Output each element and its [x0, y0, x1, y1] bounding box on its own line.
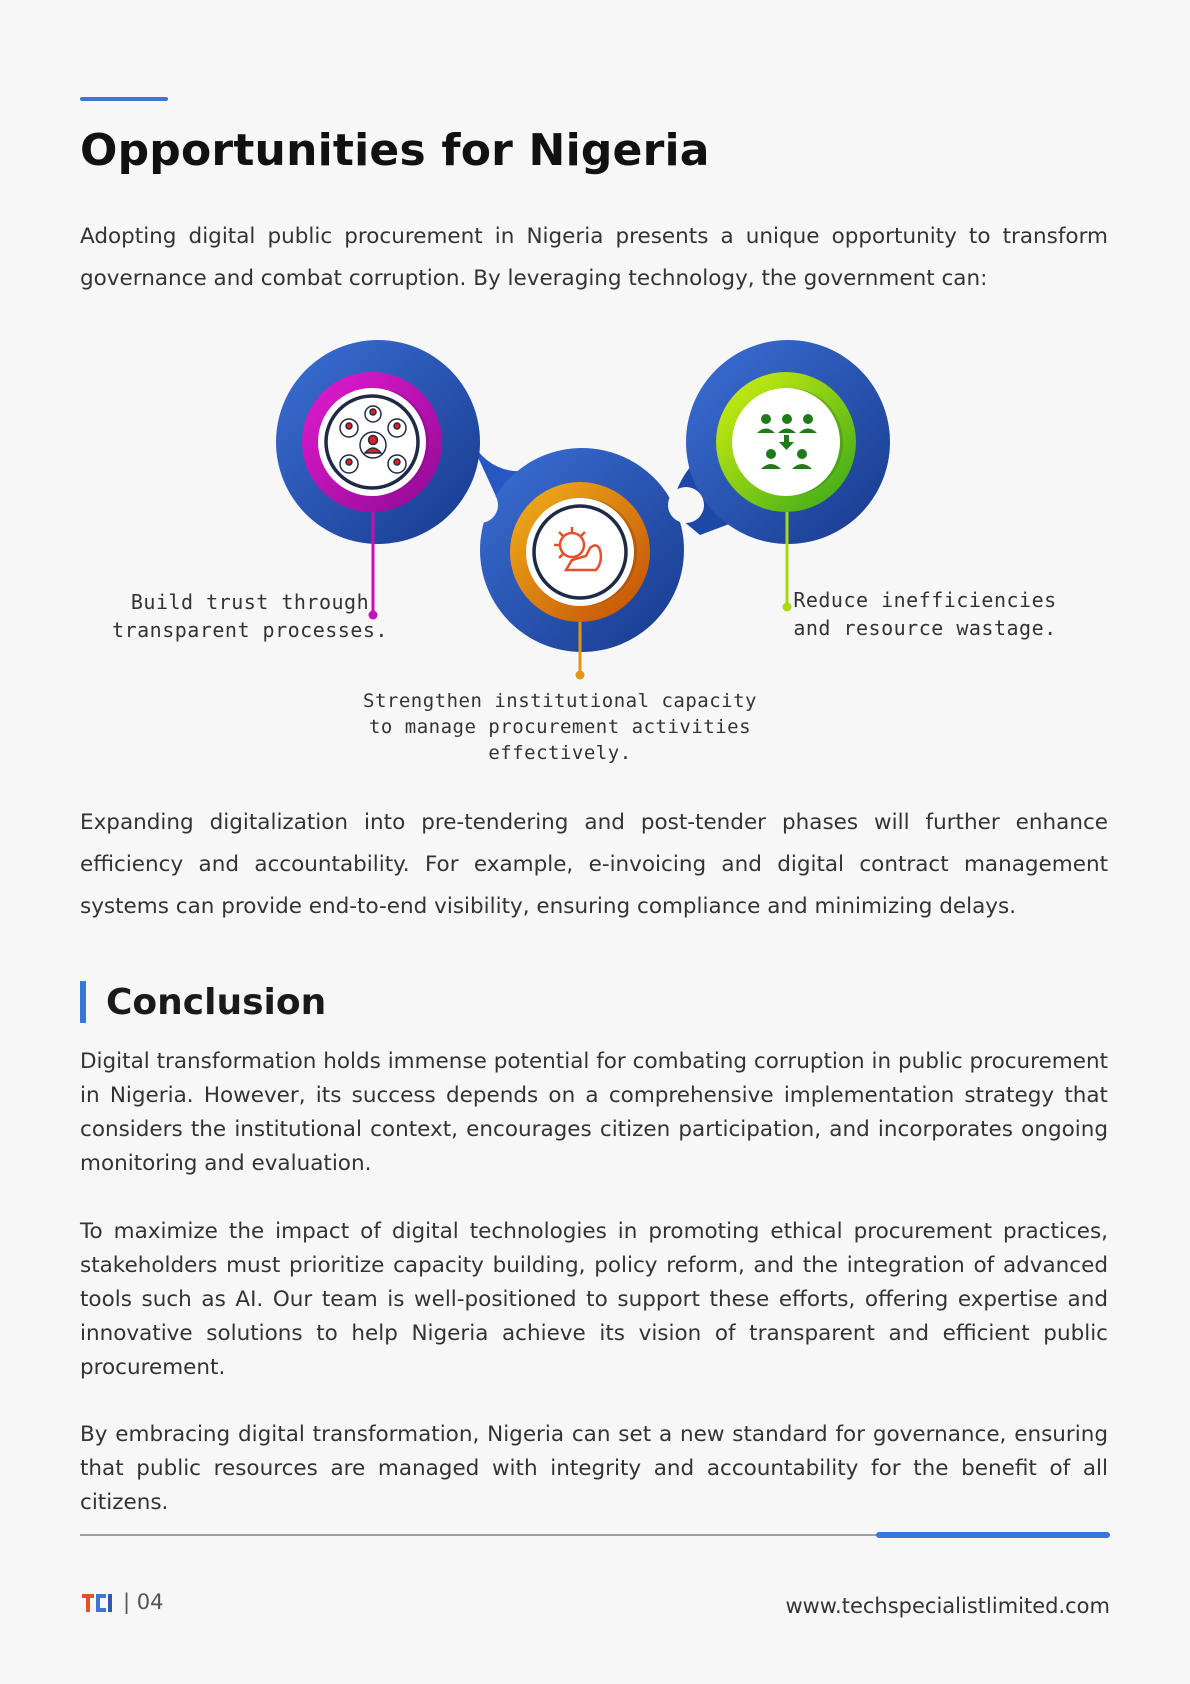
page-title: Opportunities for Nigeria — [80, 125, 710, 176]
heading-accent-line — [80, 97, 168, 101]
website-link[interactable]: www.techspecialistlimited.com — [785, 1594, 1110, 1618]
diagram-item-capacity — [510, 482, 650, 680]
caption-efficiency: Reduce inefficiencies and resource wastage. — [793, 588, 1057, 640]
page-number: | 04 — [123, 1590, 164, 1614]
conclusion-paragraph: To maximize the impact of digital technologies in promoting ethical procurement practices, stakeholders must prioritize capacity building, policy reform, and the integration of advanced tools such as AI. Our team is well-positioned to support these efforts, offering expertise and innovative solutions to help Nigeria achieve its vision of transparent and efficient public procurement. — [80, 1219, 1108, 1380]
digitalization-paragraph: Expanding digitalization into pre-tendering and post-tender phases will further enhance efficiency and accountability. For example, e-invoicing and digital contract management systems can provide end-to-end visibility, ensuring compliance and minimizing delays. — [80, 810, 1108, 919]
conclusion-heading: Conclusion — [106, 982, 327, 1023]
conclusion-accent-bar — [80, 981, 86, 1023]
conclusion-paragraph: By embracing digital transformation, Nigeria can set a new standard for governance, ensuring that public resources are managed with integrity and accountability for the benefit of all citizens. — [80, 1422, 1108, 1515]
conclusion-paragraph: Digital transformation holds immense potential for combating corruption in public procurement in Nigeria. However, its success depends on a comprehensive implementation strategy that considers the institutional context, encourages citizen participation, and incorporates ongoing monitoring and evaluation. — [80, 1049, 1108, 1176]
caption-transparency: Build trust through transparent processes. — [112, 590, 388, 642]
caption-capacity: Strengthen institutional capacity to manage procurement activities effectively. — [363, 690, 757, 764]
intro-paragraph: Adopting digital public procurement in Nigeria presents a unique opportunity to transform governance and combat corruption. By leveraging technology, the government can: — [80, 224, 1108, 291]
diagram-item-efficiency — [716, 372, 856, 612]
company-logo-icon — [80, 1588, 114, 1616]
footer-divider-accent — [876, 1532, 1110, 1538]
